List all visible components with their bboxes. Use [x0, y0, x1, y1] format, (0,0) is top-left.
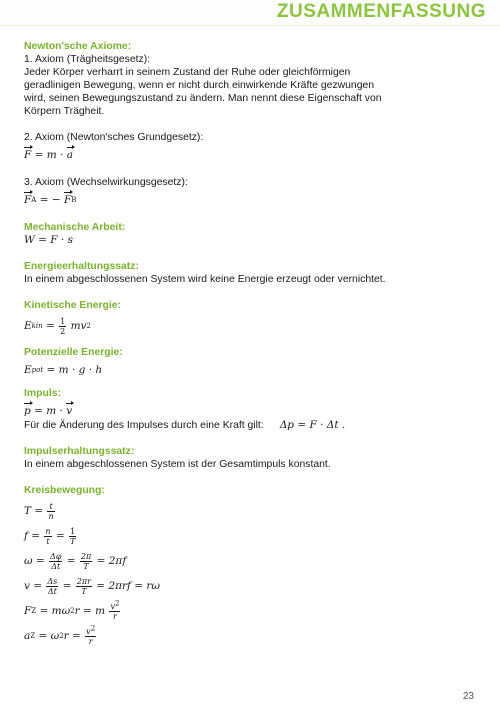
axiom1-title: 1. Axiom (Trägheitsgesetz):	[24, 54, 151, 65]
axiom1-line-4: Körpern Trägheit.	[24, 106, 105, 117]
impuls-text	[24, 419, 479, 432]
impuls-change-formula: Δp = F · Δt .	[279, 419, 346, 431]
kreis-formula-frequency: f = $\frac{n}{t}$ = $\frac{1}{T}$	[24, 526, 76, 546]
kreis-heading: Kreisbewegung:	[24, 485, 105, 496]
kinetisch-heading: Kinetische Energie:	[24, 300, 122, 311]
axiom1-line-2: geradlinigen Bewegung, wenn er nicht durch einwirkende Kräfte gezwungen	[24, 80, 375, 91]
energie-text: In einem abgeschlossenen System wird keine Energie erzeugt oder vernichtet.	[24, 274, 386, 285]
impuls-formula: p = m · v	[24, 404, 73, 417]
page-number: 23	[462, 691, 474, 702]
newton-heading: Newton'sche Axiome:	[24, 41, 132, 52]
impulserhaltung-heading: Impulserhaltungssatz:	[24, 446, 135, 457]
axiom1-line-3: wird, seinen Bewegungszustand zu ändern. Man nennt diese Eigenschaft von	[24, 93, 382, 104]
kreis-formula-period: T = $\frac{t}{n}$	[24, 501, 54, 521]
kreis-formula-omega: ω = $\frac{\Delta\varphi}{\Delta t}$ = $\frac{2\pi}{T}$ = 2πf	[24, 551, 127, 571]
impuls-text-label: Für die Änderung des Impulses durch eine Kraft gilt:	[24, 420, 264, 431]
axiom3-formula: F A = − F B	[24, 193, 77, 206]
axiom3-title: 3. Axiom (Wechselwirkungsgesetz):	[24, 177, 188, 188]
impuls-heading: Impuls:	[24, 388, 61, 399]
axiom2-formula: F = m · a	[24, 148, 74, 161]
arbeit-heading: Mechanische Arbeit:	[24, 222, 126, 233]
section-title: ZUSAMMENFASSUNG	[276, 1, 486, 22]
kreis-formula-force: F Z = mω 2 r = m $\frac{v^2}{r}$	[24, 598, 120, 621]
potenziell-formula: E pot = m · g · h	[24, 363, 103, 376]
summary-content	[24, 40, 479, 647]
kinetisch-formula: E kin = $\frac{1}{2}$ mv 2	[24, 316, 91, 336]
impulserhaltung-text: In einem abgeschlossenen System ist der Gesamtimpuls konstant.	[24, 459, 331, 470]
potenziell-heading: Potenzielle Energie:	[24, 347, 123, 358]
axiom1-line-1: Jeder Körper verharrt in seinem Zustand der Ruhe oder gleichförmigen	[24, 67, 351, 78]
kreis-formula-velocity: v = $\frac{\Delta s}{\Delta t}$ = $\frac{2\pi r}{T}$ = 2πrf = rω	[24, 576, 160, 596]
arbeit-formula: W = F · s	[24, 234, 73, 246]
energie-heading: Energieerhaltungssatz:	[24, 261, 139, 272]
axiom2-title: 2. Axiom (Newton'sches Grundgesetz):	[24, 132, 204, 143]
kreis-formula-acceleration: a Z = ω 2 r = $\frac{v^2}{r}$	[24, 623, 96, 646]
header-rule	[0, 25, 500, 26]
